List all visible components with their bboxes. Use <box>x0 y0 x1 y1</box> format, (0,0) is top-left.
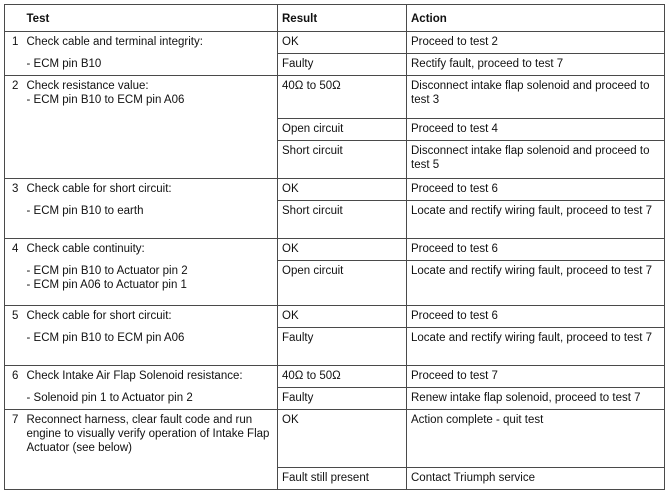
test-title: Check cable and terminal integrity: <box>26 36 203 48</box>
test-description <box>25 179 278 239</box>
action-cell: Disconnect intake flap solenoid and proceed to test 3 <box>407 76 665 119</box>
test-description <box>25 306 278 366</box>
test-item: - ECM pin B10 <box>26 58 102 70</box>
test-number: 6 <box>5 366 25 410</box>
action-cell: Proceed to test 4 <box>407 119 665 141</box>
table-row <box>5 366 665 388</box>
table-row <box>5 32 665 54</box>
test-item: - ECM pin B10 to Actuator pin 2 <box>26 265 188 277</box>
header-row <box>5 5 665 32</box>
result-cell: Short circuit <box>278 141 407 179</box>
action-cell: Proceed to test 7 <box>407 366 665 388</box>
test-title: Reconnect harness, clear fault code and run engine to visually verify operation of Intake Flap Actuator (see below) <box>26 414 270 454</box>
diagnostic-table <box>4 4 665 490</box>
test-title: Check resistance value: <box>26 80 149 92</box>
test-number: 1 <box>5 32 25 76</box>
action-column-header: Action <box>407 5 665 32</box>
test-description <box>25 239 278 306</box>
test-title: Check cable for short circuit: <box>26 183 172 195</box>
table-row <box>5 76 665 119</box>
diagnostic-document <box>4 4 664 490</box>
table-row <box>5 179 665 201</box>
test-column-header: Test <box>25 5 278 32</box>
result-cell: OK <box>278 239 407 261</box>
test-spacer <box>27 383 274 391</box>
action-cell: Disconnect intake flap solenoid and proceed to test 5 <box>407 141 665 179</box>
test-spacer <box>27 196 274 204</box>
table-body <box>5 32 665 490</box>
test-number: 3 <box>5 179 25 239</box>
test-number: 4 <box>5 239 25 306</box>
test-description <box>25 366 278 410</box>
test-item: - ECM pin B10 to earth <box>26 205 144 217</box>
test-description <box>25 410 278 490</box>
result-cell: OK <box>278 306 407 328</box>
result-cell: Open circuit <box>278 261 407 306</box>
action-cell: Proceed to test 6 <box>407 179 665 201</box>
result-cell: 40Ω to 50Ω <box>278 76 407 119</box>
result-cell: Faulty <box>278 328 407 366</box>
result-cell: Faulty <box>278 388 407 410</box>
table-row <box>5 410 665 468</box>
action-cell: Locate and rectify wiring fault, proceed to test 7 <box>407 328 665 366</box>
action-cell: Action complete - quit test <box>407 410 665 468</box>
test-item: - ECM pin B10 to ECM pin A06 <box>26 94 185 106</box>
test-spacer <box>27 49 274 57</box>
number-column-header <box>5 5 25 32</box>
action-cell: Locate and rectify wiring fault, proceed to test 7 <box>407 261 665 306</box>
result-column-header: Result <box>278 5 407 32</box>
test-description <box>25 32 278 76</box>
action-cell: Proceed to test 6 <box>407 239 665 261</box>
action-cell: Renew intake flap solenoid, proceed to test 7 <box>407 388 665 410</box>
result-cell: OK <box>278 179 407 201</box>
test-title: Check Intake Air Flap Solenoid resistance: <box>26 370 243 382</box>
result-cell: Faulty <box>278 54 407 76</box>
test-item: - ECM pin A06 to Actuator pin 1 <box>26 279 187 291</box>
test-item: - Solenoid pin 1 to Actuator pin 2 <box>26 392 193 404</box>
test-description <box>25 76 278 179</box>
test-item: - ECM pin B10 to ECM pin A06 <box>26 332 185 344</box>
result-cell: OK <box>278 32 407 54</box>
table-row <box>5 239 665 261</box>
test-spacer <box>27 323 274 331</box>
action-cell: Proceed to test 6 <box>407 306 665 328</box>
result-cell: Open circuit <box>278 119 407 141</box>
action-cell: Contact Triumph service <box>407 468 665 490</box>
test-number: 2 <box>5 76 25 179</box>
action-cell: Locate and rectify wiring fault, proceed to test 7 <box>407 201 665 239</box>
test-number: 7 <box>5 410 25 490</box>
test-number: 5 <box>5 306 25 366</box>
action-cell: Proceed to test 2 <box>407 32 665 54</box>
test-title: Check cable for short circuit: <box>26 310 172 322</box>
result-cell: Short circuit <box>278 201 407 239</box>
result-cell: Fault still present <box>278 468 407 490</box>
action-cell: Rectify fault, proceed to test 7 <box>407 54 665 76</box>
test-spacer <box>27 256 274 264</box>
table-row <box>5 306 665 328</box>
result-cell: OK <box>278 410 407 468</box>
test-title: Check cable continuity: <box>26 243 145 255</box>
result-cell: 40Ω to 50Ω <box>278 366 407 388</box>
